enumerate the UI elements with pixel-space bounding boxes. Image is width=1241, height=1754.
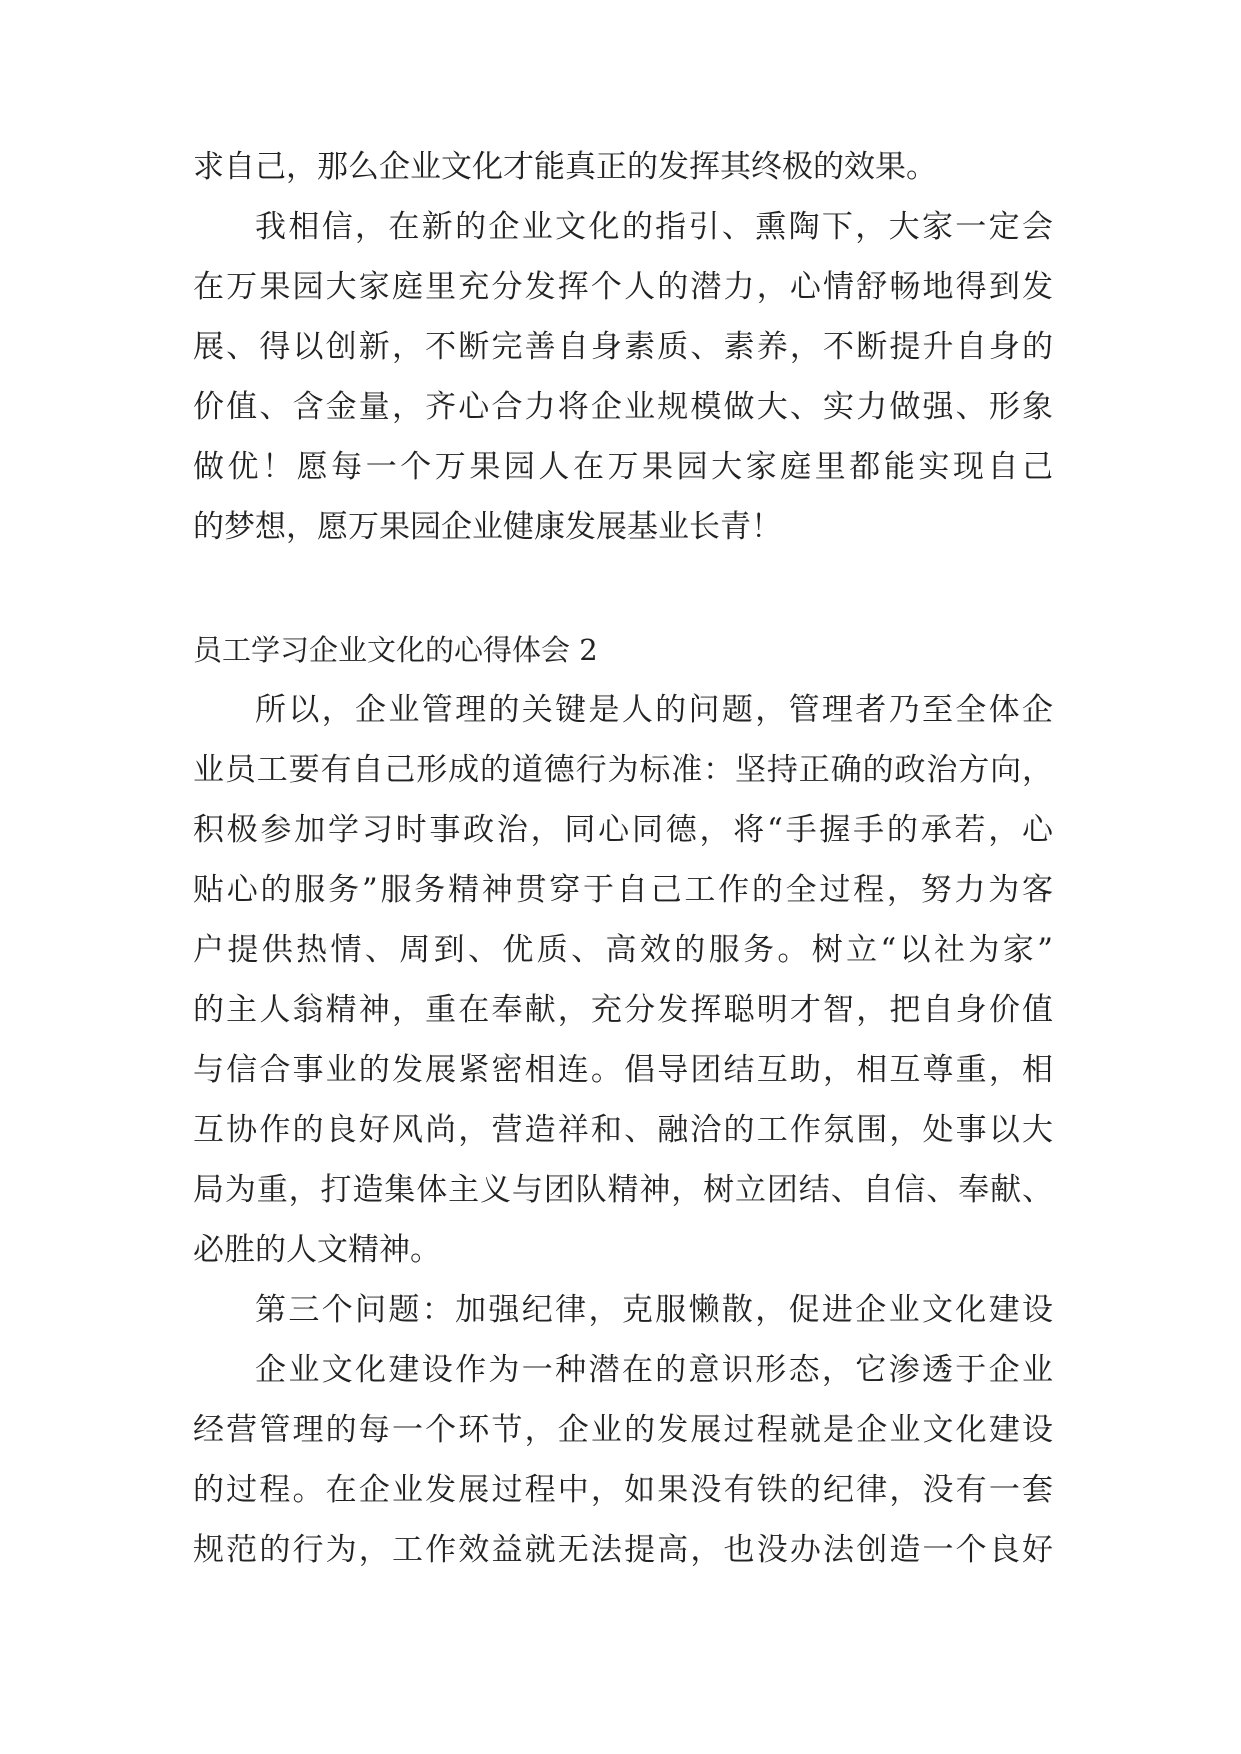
text-line: 的梦想，愿万果园企业健康发展基业长青！ (193, 509, 782, 545)
text-line: 展、得以创新，不断完善自身素质、素养，不断提升自身的 (193, 329, 1053, 365)
text-line: 积极参加学习时事政治，同心同德，将“手握手的承若，心 (193, 812, 1053, 848)
section-heading: 员工学习企业文化的心得体会 2 (193, 633, 598, 667)
text-line: 经营管理的每一个环节，企业的发展过程就是企业文化建设 (193, 1412, 1053, 1448)
text-line: 规范的行为，工作效益就无法提高，也没办法创造一个良好 (193, 1532, 1053, 1568)
text-line: 企业文化建设作为一种潜在的意识形态，它渗透于企业 (255, 1352, 1053, 1388)
paragraph-block-2 (193, 680, 1053, 1580)
text-line: 所以，企业管理的关键是人的问题，管理者乃至全体企 (255, 692, 1053, 728)
text-line: 第三个问题：加强纪律，克服懒散，促进企业文化建设 (255, 1292, 1053, 1328)
text-line: 与信合事业的发展紧密相连。倡导团结互助，相互尊重，相 (193, 1052, 1053, 1088)
text-line: 局为重，打造集体主义与团队精神，树立团结、自信、奉献、 (193, 1172, 1053, 1208)
text-line: 在万果园大家庭里充分发挥个人的潜力，心情舒畅地得到发 (193, 269, 1053, 305)
text-line: 求自己，那么企业文化才能真正的发挥其终极的效果。 (193, 149, 937, 185)
text-line: 户提供热情、周到、优质、高效的服务。树立“以社为家” (193, 932, 1053, 968)
text-line: 的过程。在企业发展过程中，如果没有铁的纪律，没有一套 (193, 1472, 1053, 1508)
text-line: 贴心的服务”服务精神贯穿于自己工作的全过程，努力为客 (193, 872, 1053, 908)
text-line: 价值、含金量，齐心合力将企业规模做大、实力做强、形象 (193, 389, 1053, 425)
text-line: 做优！愿每一个万果园人在万果园大家庭里都能实现自己 (193, 449, 1053, 485)
paragraph-block-1 (193, 137, 1053, 557)
text-line: 必胜的人文精神。 (193, 1232, 441, 1268)
text-line: 我相信，在新的企业文化的指引、熏陶下，大家一定会 (255, 209, 1053, 245)
text-line: 业员工要有自己形成的道德行为标准：坚持正确的政治方向， (193, 752, 1053, 788)
text-line: 互协作的良好风尚，营造祥和、融洽的工作氛围，处事以大 (193, 1112, 1053, 1148)
text-line: 的主人翁精神，重在奉献，充分发挥聪明才智，把自身价值 (193, 992, 1053, 1028)
